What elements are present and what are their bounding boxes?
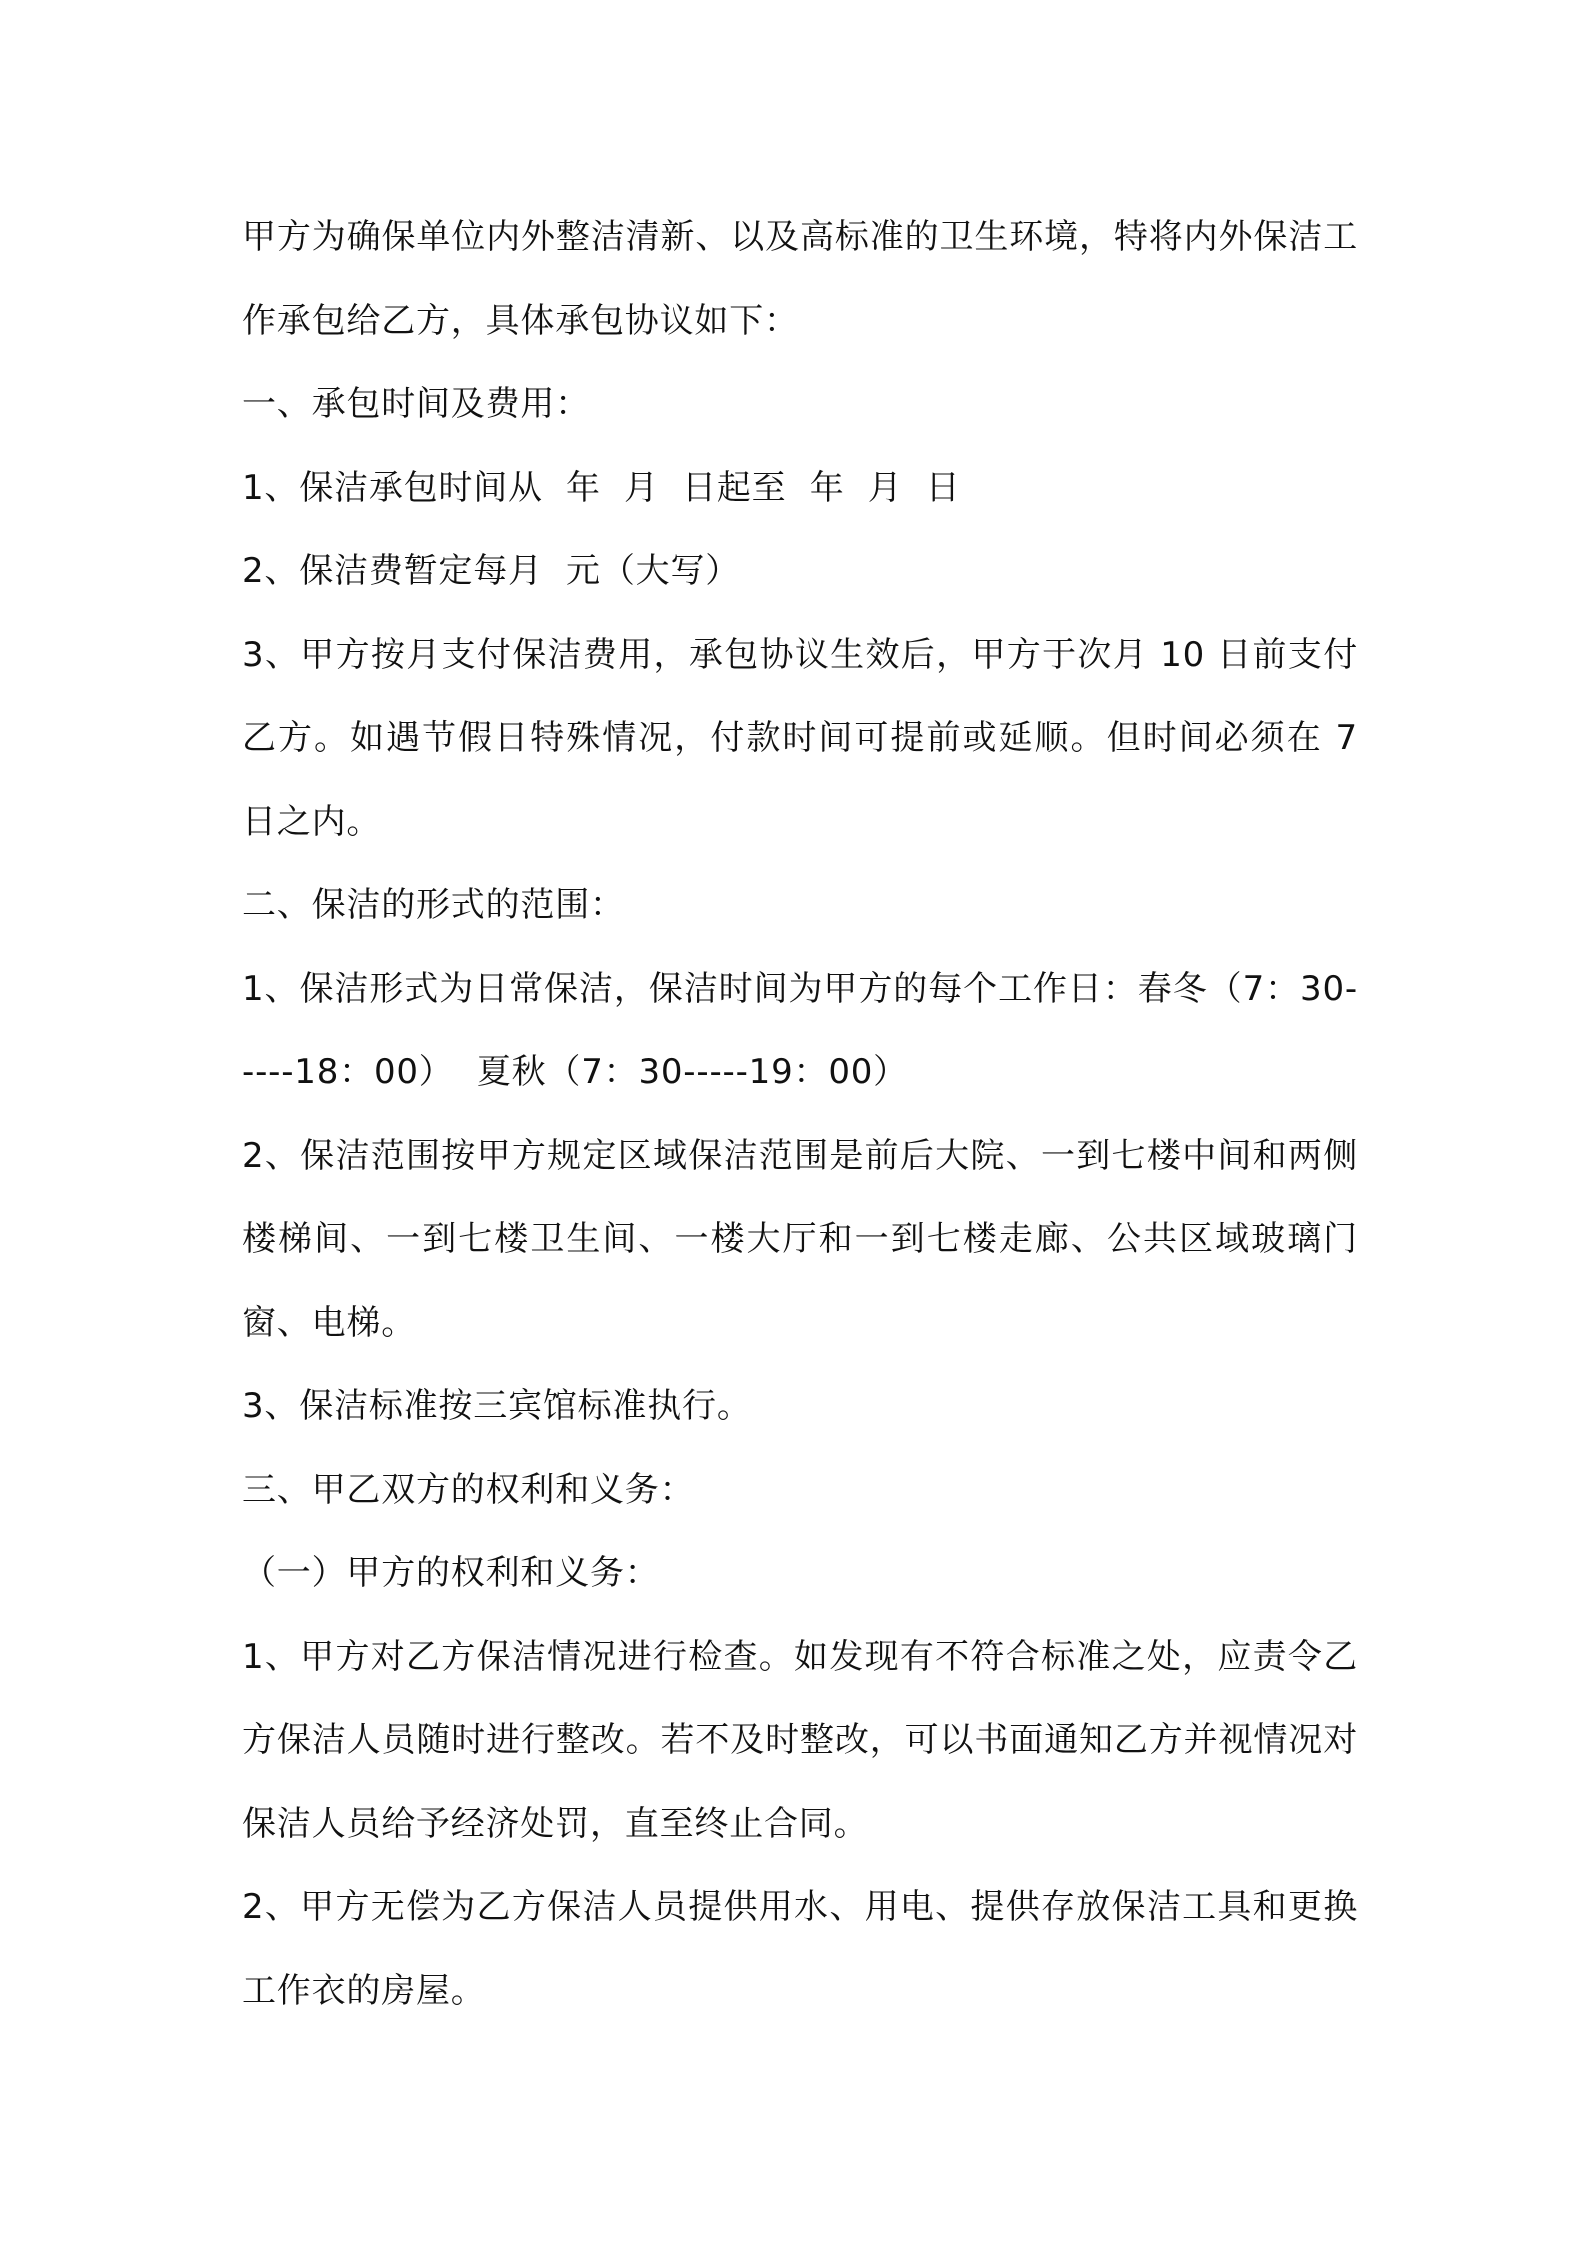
intro-paragraph: 甲方为确保单位内外整洁清新、以及高标准的卫生环境，特将内外保洁工作承包给乙方，具体承包协议如下： <box>242 217 1358 341</box>
section-2-heading: 二、保洁的形式的范围： <box>242 885 625 925</box>
clause-3-1-1: 1、甲方对乙方保洁情况进行检查。如发现有不符合标准之处，应责令乙方保洁人员随时进行整改。若不及时整改，可以书面通知乙方并视情况对保洁人员给予经济处罚，直至终止合同。 <box>242 1636 1358 1844</box>
section-3-heading: 三、甲乙双方的权利和义务： <box>242 1469 695 1510</box>
clause-2-1: 1、保洁形式为日常保洁，保洁时间为甲方的每个工作日：春冬（7：30-----18：00） 夏秋（7：30-----19：00） <box>242 968 1358 1092</box>
clause-3-1-2: 2、甲方无偿为乙方保洁人员提供用水、用电、提供存放保洁工具和更换工作衣的房屋。 <box>242 1887 1358 2011</box>
document-body <box>242 196 1358 2033</box>
clause-1-3: 3、甲方按月支付保洁费用，承包协议生效后，甲方于次月 10 日前支付乙方。如遇节假日特殊情况，付款时间可提前或延顺。但时间必须在 7 日之内。 <box>242 634 1358 842</box>
clause-1-1: 1、保洁承包时间从 年 月 日起至 年 月 日 <box>242 467 961 508</box>
clause-1-2: 2、保洁费暂定每月 元（大写） <box>242 551 741 591</box>
subsection-3-1-heading: （一）甲方的权利和义务： <box>242 1553 660 1593</box>
section-1-heading: 一、承包时间及费用： <box>242 384 590 424</box>
clause-2-3: 3、保洁标准按三宾馆标准执行。 <box>242 1386 752 1426</box>
clause-2-2: 2、保洁范围按甲方规定区域保洁范围是前后大院、一到七楼中间和两侧楼梯间、一到七楼卫生间、一楼大厅和一到七楼走廊、公共区域玻璃门窗、电梯。 <box>242 1135 1358 1343</box>
